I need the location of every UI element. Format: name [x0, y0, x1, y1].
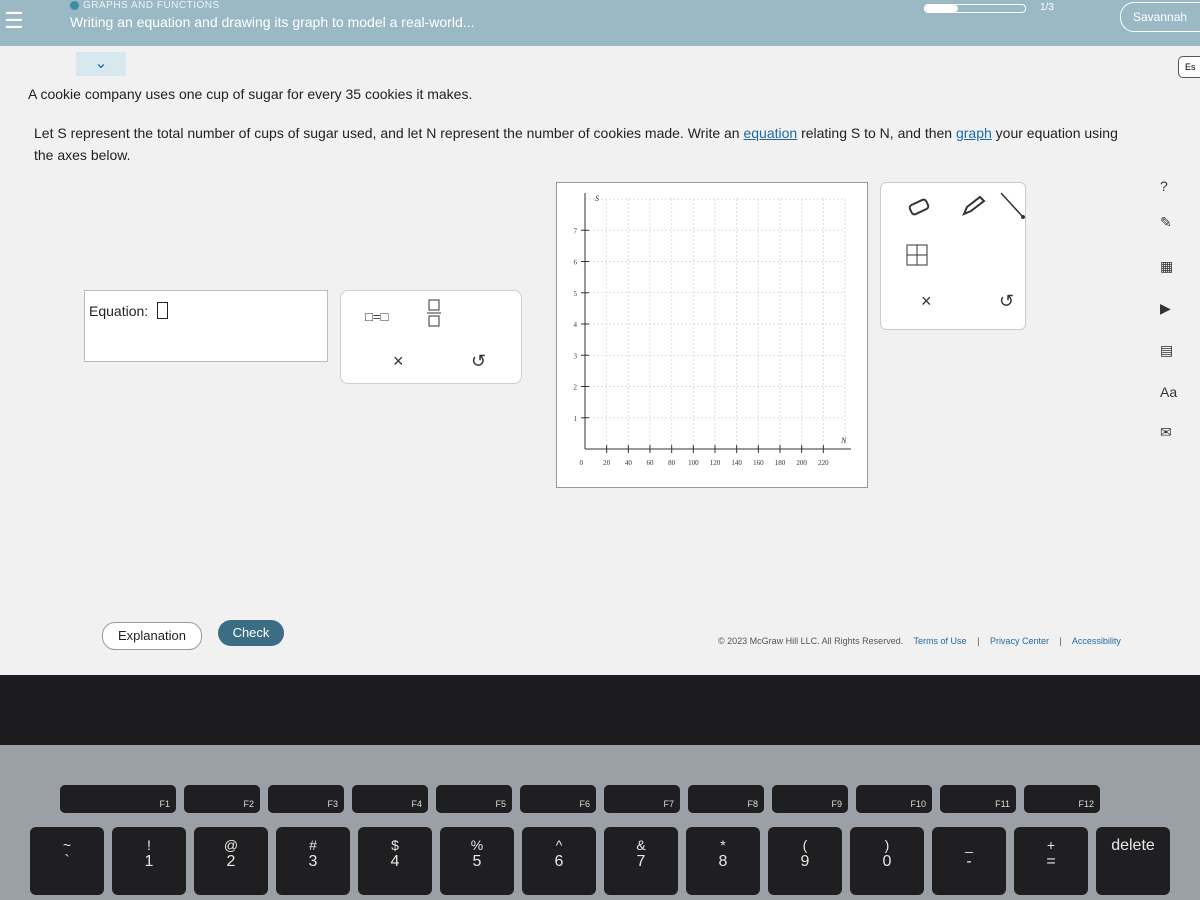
key-8[interactable]: [686, 827, 760, 895]
clear-graph-button[interactable]: ×: [921, 291, 932, 311]
key-0[interactable]: [850, 827, 924, 895]
coordinate-graph[interactable]: [557, 183, 867, 487]
x-tick-label: 100: [688, 459, 699, 467]
problem-instructions: [34, 122, 1134, 166]
collapse-chevron-icon[interactable]: ⌄: [76, 52, 126, 76]
key-6[interactable]: [522, 827, 596, 895]
topic-dot-icon: [70, 1, 79, 10]
line-tool-icon[interactable]: [999, 191, 1027, 227]
undo-graph-button[interactable]: ↺: [999, 291, 1015, 311]
y-tick-label: 5: [573, 289, 577, 298]
y-tick-label: 4: [573, 321, 577, 329]
user-menu[interactable]: Savannah: [1120, 2, 1200, 32]
equation-link[interactable]: equation: [743, 125, 798, 141]
menu-icon[interactable]: ☰: [4, 8, 24, 33]
graph-panel[interactable]: [556, 182, 868, 488]
key-f8[interactable]: [688, 785, 764, 813]
key-label: F3: [327, 799, 338, 809]
key-2[interactable]: [194, 827, 268, 895]
key-f7[interactable]: [604, 785, 680, 813]
key-top-symbol: _: [965, 837, 973, 853]
key-main-symbol: 3: [308, 853, 318, 870]
key-f5[interactable]: [436, 785, 512, 813]
video-icon[interactable]: ▶: [1160, 300, 1171, 316]
x-tick-label: 180: [774, 459, 786, 467]
help-icon[interactable]: ?: [1160, 178, 1168, 194]
key-main-symbol: delete: [1111, 837, 1155, 854]
key-main-symbol: -: [966, 853, 972, 870]
privacy-link[interactable]: Privacy Center: [989, 636, 1049, 646]
key-f9[interactable]: [772, 785, 848, 813]
key-main-symbol: `: [64, 853, 70, 870]
laptop-keyboard: [0, 745, 1200, 900]
key-top-symbol: *: [720, 837, 726, 853]
key-label: F6: [579, 799, 590, 809]
key-f10[interactable]: [856, 785, 932, 813]
key-delete[interactable]: [1096, 827, 1170, 895]
x-tick-label: 160: [753, 459, 764, 467]
x-tick-label: 220: [818, 459, 829, 467]
equation-input-box[interactable]: [84, 290, 328, 362]
key-f4[interactable]: [352, 785, 428, 813]
key-label: F7: [663, 799, 674, 809]
key-top-symbol: #: [309, 837, 317, 853]
footer-separator: |: [977, 636, 980, 646]
key-top-symbol: +: [1046, 837, 1056, 853]
key-label: F11: [995, 799, 1010, 809]
key-top-symbol: ): [884, 837, 890, 853]
problem-statement: A cookie company uses one cup of sugar for every 35 cookies it makes.: [28, 86, 473, 102]
key-5[interactable]: [440, 827, 514, 895]
eraser-icon[interactable]: [907, 197, 931, 223]
x-tick-label: 140: [731, 459, 742, 467]
key-label: F8: [747, 799, 758, 809]
key-f1[interactable]: [100, 785, 176, 813]
key-main-symbol: 4: [390, 853, 400, 870]
language-toggle[interactable]: Es: [1178, 56, 1200, 78]
key-top-symbol: !: [147, 837, 151, 853]
key-top-symbol: %: [470, 837, 484, 853]
equation-cursor-slot[interactable]: [157, 302, 168, 319]
message-icon[interactable]: ✉: [1160, 424, 1172, 440]
y-tick-label: 1: [573, 414, 577, 423]
instruction-part-3: your equation using the axes below.: [34, 125, 1118, 163]
calculator-icon[interactable]: ▦: [1160, 258, 1174, 274]
x-tick-label: 40: [624, 459, 632, 467]
pencil-icon[interactable]: [961, 195, 987, 223]
tools-icon[interactable]: ✎: [1160, 214, 1172, 230]
graph-toolbox: [880, 182, 1026, 330]
breadcrumb-text: GRAPHS AND FUNCTIONS: [83, 0, 220, 11]
key-3[interactable]: [276, 827, 350, 895]
key-`[interactable]: [30, 827, 104, 895]
key-main-symbol: =: [1046, 853, 1056, 870]
key-label: F9: [831, 799, 842, 809]
key-f12[interactable]: [1024, 785, 1100, 813]
key-top-symbol: (: [802, 837, 808, 853]
ebook-icon[interactable]: ▤: [1160, 342, 1174, 358]
key-=[interactable]: [1014, 827, 1088, 895]
x-tick-label: 200: [796, 459, 807, 467]
breadcrumb: [70, 0, 220, 11]
x-tick-label: 80: [668, 459, 676, 467]
top-bar: [0, 0, 1200, 46]
progress-fill: [925, 5, 958, 12]
key-main-symbol: 8: [718, 853, 728, 870]
progress-bar: [924, 4, 1026, 13]
undo-button[interactable]: ↺: [471, 351, 487, 371]
equals-template-button[interactable]: □=□: [365, 309, 389, 324]
fraction-icon[interactable]: [427, 299, 441, 330]
clear-button[interactable]: ×: [393, 351, 404, 371]
key--[interactable]: [932, 827, 1006, 895]
glossary-icon[interactable]: Aa: [1160, 384, 1178, 400]
explanation-label: Explanation: [118, 628, 186, 643]
x-tick-label: 60: [646, 459, 654, 467]
x-tick-label: 20: [603, 459, 611, 467]
accessibility-link[interactable]: Accessibility: [1071, 636, 1121, 646]
key-label: F2: [243, 799, 254, 809]
progress-label: 1/3: [1040, 2, 1054, 13]
key-top-symbol: $: [391, 837, 399, 853]
explanation-button[interactable]: [102, 622, 202, 650]
key-f2[interactable]: [184, 785, 260, 813]
key-main-symbol: 2: [226, 853, 236, 870]
terms-link[interactable]: Terms of Use: [913, 636, 967, 646]
footer: [718, 636, 1129, 646]
key-f11[interactable]: [940, 785, 1016, 813]
y-tick-label: 3: [573, 352, 577, 361]
math-palette: [340, 290, 522, 384]
key-f3[interactable]: [268, 785, 344, 813]
instruction-part-1: Let S represent the total number of cups of sugar used, and let N represent the number of cookies made. Write an: [34, 125, 744, 141]
y-tick-label: 2: [573, 383, 577, 392]
key-top-symbol: ^: [555, 837, 563, 853]
graph-link[interactable]: graph: [955, 125, 992, 141]
key-top-symbol: @: [223, 837, 239, 853]
laptop-bezel: [0, 675, 1200, 745]
key-label: F12: [1078, 799, 1094, 809]
page-title: Writing an equation and drawing its graph to model a real-world...: [70, 14, 475, 30]
key-main-symbol: 6: [554, 853, 564, 870]
y-axis-label: S: [595, 194, 599, 203]
origin-label: 0: [579, 459, 583, 467]
key-4[interactable]: [358, 827, 432, 895]
key-7[interactable]: [604, 827, 678, 895]
grid-icon[interactable]: [905, 243, 929, 273]
key-main-symbol: 5: [472, 853, 482, 870]
equation-label: Equation:: [89, 303, 149, 319]
y-tick-label: 6: [573, 258, 577, 267]
check-button[interactable]: Check: [218, 620, 284, 646]
key-1[interactable]: [112, 827, 186, 895]
key-9[interactable]: [768, 827, 842, 895]
x-axis-label: N: [841, 436, 847, 445]
y-tick-label: 7: [573, 227, 577, 236]
key-main-symbol: 0: [882, 853, 892, 870]
key-top-symbol: ~: [62, 837, 72, 853]
copyright-text: © 2023 McGraw Hill LLC. All Rights Reserved.: [718, 636, 904, 646]
instruction-part-2: relating S to N, and then: [797, 125, 956, 141]
key-label: F4: [411, 799, 422, 809]
x-tick-label: 120: [709, 459, 721, 467]
key-top-symbol: &: [636, 837, 646, 853]
key-f6[interactable]: [520, 785, 596, 813]
footer-separator: |: [1059, 636, 1062, 646]
key-label: F5: [495, 799, 506, 809]
key-main-symbol: 1: [144, 853, 154, 870]
key-main-symbol: 9: [800, 853, 810, 870]
key-label: F1: [159, 799, 170, 809]
key-label: F10: [910, 799, 926, 809]
key-main-symbol: 7: [636, 853, 646, 870]
